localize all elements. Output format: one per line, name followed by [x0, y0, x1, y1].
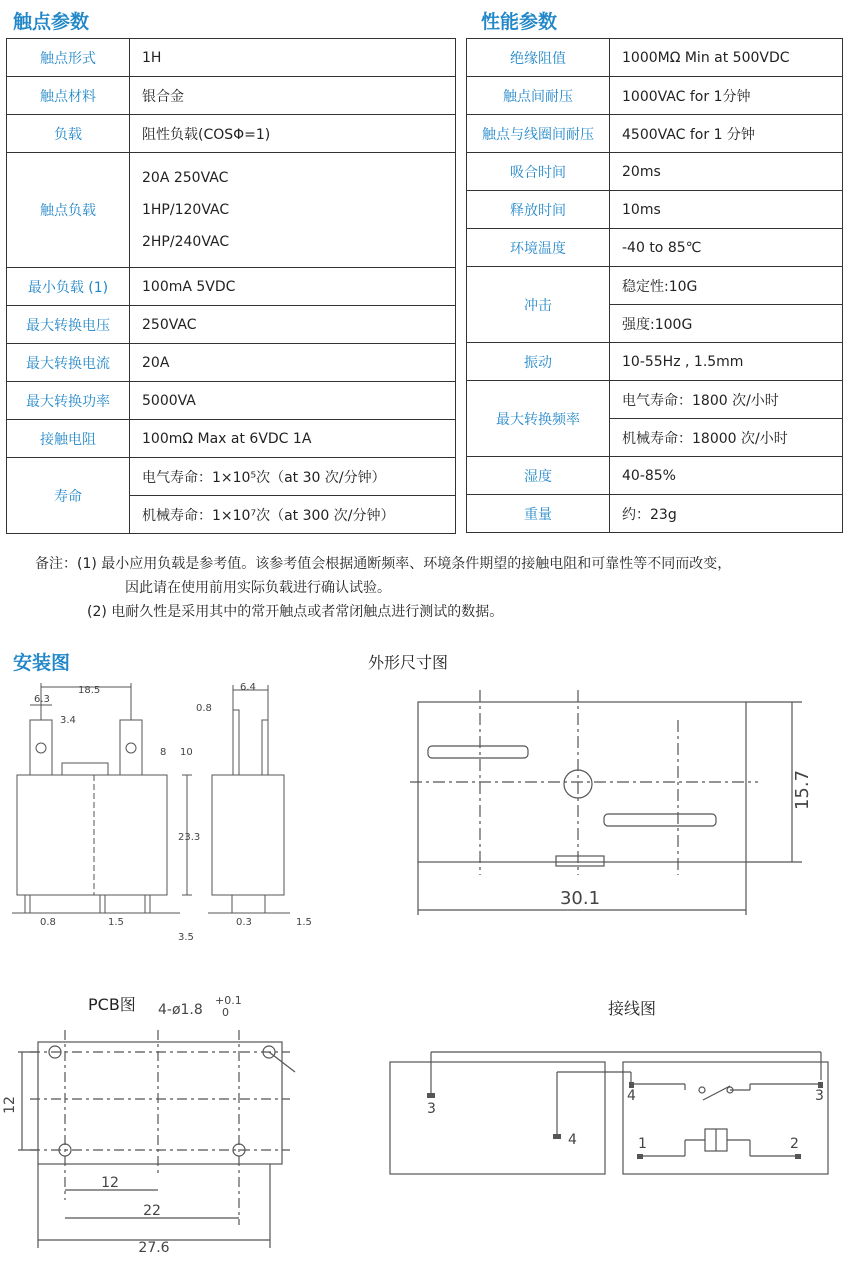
row-value: 20A	[130, 344, 456, 382]
row-label: 最大转换电流	[7, 344, 130, 382]
dim-0.8-side: 0.8	[196, 703, 212, 714]
row-label: 振动	[467, 343, 610, 381]
row-label: 接触电阻	[7, 420, 130, 458]
dim-0.3: 0.3	[236, 917, 252, 928]
table-row	[7, 268, 456, 306]
row-value: 10ms	[610, 191, 843, 229]
table-row	[467, 229, 843, 267]
table-row	[467, 191, 843, 229]
row-value: 机械寿命：18000 次/小时	[610, 419, 843, 457]
wiring-title: 接线图	[608, 999, 657, 1018]
table-row	[467, 115, 843, 153]
row-label: 冲击	[467, 267, 610, 343]
table-row	[7, 306, 456, 344]
row-value: 1000VAC for 1分钟	[610, 77, 843, 115]
row-value: 20ms	[610, 153, 843, 191]
install-drawing	[0, 675, 330, 945]
note-line: 因此请在使用前用实际负载进行确认试验。	[125, 580, 391, 596]
row-value: 40-85%	[610, 457, 843, 495]
table-row	[467, 153, 843, 191]
pcb-hole-label: 4-ø1.8	[158, 1002, 203, 1018]
table-row	[467, 381, 843, 419]
wiring-pin-4-right: 4	[627, 1088, 636, 1104]
row-label: 触点负载	[7, 153, 130, 268]
row-label: 湿度	[467, 457, 610, 495]
note-prefix: 备注：	[35, 556, 77, 572]
dim-6.4: 6.4	[240, 682, 256, 693]
table-row	[7, 39, 456, 77]
pcb-tol-top: +0.1	[215, 994, 242, 1007]
row-value: 电气寿命：1800 次/小时	[610, 381, 843, 419]
note-line	[35, 552, 731, 576]
row-value: -40 to 85℃	[610, 229, 843, 267]
row-value: 10-55Hz , 1.5mm	[610, 343, 843, 381]
dim-10: 10	[180, 747, 193, 758]
row-value-line: 2HP/240VAC	[142, 234, 230, 250]
row-label: 触点间耐压	[467, 77, 610, 115]
dim-6.3: 6.3	[34, 694, 50, 705]
pcb-tol-bottom: 0	[222, 1006, 229, 1019]
row-label: 最小负载 (1)	[7, 268, 130, 306]
outline-drawing	[410, 690, 830, 920]
note-text: (1) 最小应用负载是参考值。该参考值会根据通断频率、环境条件期望的接触电阻和可靠性等不同而改变，	[77, 556, 732, 572]
dim-0.8: 0.8	[40, 917, 56, 928]
wiring-pin-2: 2	[790, 1136, 799, 1152]
pcb-dim-12-vertical: 12	[2, 1096, 18, 1114]
pcb-dim-27.6: 27.6	[138, 1240, 170, 1256]
table-row	[467, 77, 843, 115]
dim-3.4: 3.4	[60, 715, 76, 726]
table-row	[467, 343, 843, 381]
row-label: 触点形式	[7, 39, 130, 77]
row-value: 强度:100G	[610, 305, 843, 343]
row-label: 触点材料	[7, 77, 130, 115]
row-value: 4500VAC for 1 分钟	[610, 115, 843, 153]
table-row	[7, 344, 456, 382]
row-label: 释放时间	[467, 191, 610, 229]
row-value: 阻性负载(COSΦ=1)	[130, 115, 456, 153]
contact-params-title: 触点参数	[13, 11, 90, 33]
dim-1.5-side: 1.5	[296, 917, 312, 928]
contact-params-table	[6, 38, 456, 534]
row-label: 环境温度	[467, 229, 610, 267]
wiring-pin-1: 1	[638, 1136, 647, 1152]
table-row	[7, 382, 456, 420]
row-value: 5000VA	[130, 382, 456, 420]
table-row	[467, 457, 843, 495]
wiring-diagram	[385, 1040, 845, 1180]
row-label: 最大转换电压	[7, 306, 130, 344]
row-label: 寿命	[7, 458, 130, 534]
row-label: 重量	[467, 495, 610, 533]
row-value: 1000MΩ Min at 500VDC	[610, 39, 843, 77]
install-title: 安装图	[13, 652, 71, 674]
dim-18.5: 18.5	[78, 685, 101, 696]
pcb-dim-22: 22	[143, 1203, 161, 1219]
row-value: 银合金	[130, 77, 456, 115]
row-value: 250VAC	[130, 306, 456, 344]
pcb-title: PCB图	[88, 995, 136, 1014]
performance-params-title: 性能参数	[481, 11, 558, 33]
row-label: 负载	[7, 115, 130, 153]
row-value: 约：23g	[610, 495, 843, 533]
table-row	[7, 153, 456, 268]
outline-height-dim: 15.7	[792, 769, 813, 811]
notes	[35, 552, 731, 624]
table-row	[7, 77, 456, 115]
wiring-pin-4-left: 4	[568, 1132, 577, 1148]
wiring-pin-3-left: 3	[427, 1101, 436, 1117]
row-label: 最大转换频率	[467, 381, 610, 457]
table-row	[467, 495, 843, 533]
table-row	[467, 39, 843, 77]
table-row	[7, 115, 456, 153]
row-label: 绝缘阻值	[467, 39, 610, 77]
row-value: 100mΩ Max at 6VDC 1A	[130, 420, 456, 458]
outline-width-dim: 30.1	[559, 888, 601, 909]
row-label: 最大转换功率	[7, 382, 130, 420]
row-value-line: 20A 250VAC	[142, 170, 229, 186]
row-label: 触点与线圈间耐压	[467, 115, 610, 153]
dim-3.5: 3.5	[178, 932, 194, 943]
row-value-line: 1HP/120VAC	[142, 202, 230, 218]
row-value-multi	[130, 153, 456, 268]
table-row	[7, 420, 456, 458]
dim-8: 8	[160, 747, 167, 758]
row-value: 1H	[130, 39, 456, 77]
row-label: 吸合时间	[467, 153, 610, 191]
table-row	[467, 267, 843, 305]
note-line: (2) 电耐久性是采用其中的常开触点或者常闭触点进行测试的数据。	[87, 604, 504, 620]
dim-23.3: 23.3	[178, 832, 201, 843]
dim-1.5: 1.5	[108, 917, 124, 928]
performance-params-table	[466, 38, 843, 533]
outline-title: 外形尺寸图	[368, 653, 449, 672]
row-value: 机械寿命：1×10⁷次（at 300 次/分钟）	[130, 496, 456, 534]
row-value: 电气寿命：1×10⁵次（at 30 次/分钟）	[130, 458, 456, 496]
wiring-pin-3-right: 3	[815, 1088, 824, 1104]
table-row	[7, 458, 456, 496]
row-value: 100mA 5VDC	[130, 268, 456, 306]
row-value: 稳定性:10G	[610, 267, 843, 305]
pcb-dim-12: 12	[101, 1175, 119, 1191]
pcb-drawing	[0, 990, 330, 1260]
